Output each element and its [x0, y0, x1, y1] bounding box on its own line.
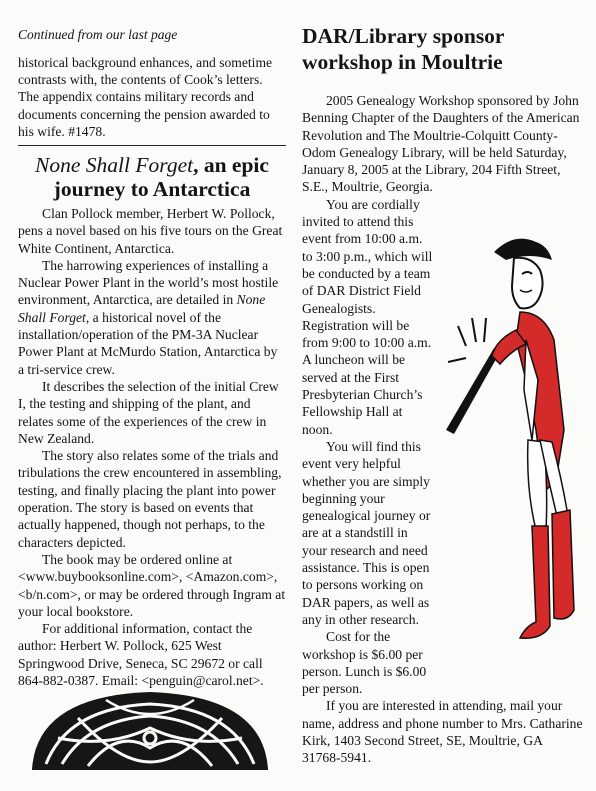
paragraph	[18, 205, 286, 257]
paragraph: 2005 Genealogy Workshop sponsored by John Benning Chapter of the Daughters of the American Revolution and The Moultrie-Colquitt County-Odom Genealogy Library, will be held Saturday, January 8, 2005 at the Library, 204 Fifth Street, S.E., Moultrie, Georgia.	[302, 93, 580, 195]
paragraph-text: For additional information, contact the author: Herbert W. Pollock, 625 West Springwood Drive, Seneca, SC 29672 or call 864-882-0387. Email: <penguin@carol.net>.	[18, 621, 264, 689]
paragraph-text: It describes the selection of the initial Crew I, the testing and shipping of the plant, and relates some of the experiences of the crew in New Zealand.	[18, 378, 279, 446]
paragraph	[18, 620, 286, 689]
paragraph: You are cordially invited to attend this event from 10:00 a.m. to 3:00 p.m., which will be conducted by a team of DAR District Field Genealogists. Registration will be from 9:00 to 10:00 a.m. A luncheon will be served at the First Presbyterian Church’s Fellowship Hall at noon.	[302, 196, 433, 437]
celtic-knot-icon	[28, 688, 272, 772]
paragraph	[18, 447, 286, 551]
article-title	[18, 154, 286, 201]
paragraph: You will find this event very helpful whether you are simply beginning your genealogical journey or are at a standstill in your research and need assistance. This is open to persons working on DAR papers, as well as any in other research.	[302, 438, 431, 627]
paragraph	[18, 551, 286, 620]
workshop-title: DAR/Library sponsor workshop in Moultrie	[302, 24, 505, 74]
article-body	[18, 205, 286, 689]
paragraph: If you are interested in attending, mail your name, address and phone number to Mrs. Catharine Kirk, 1403 Second Street, SE, Moultrie, GA 31768-5941.	[302, 698, 583, 766]
paragraph-text: , a historical novel of the installation/operation of the PM-3A Nuclear Power Plant at McMurdo Station, Antarctica by a tri-service crew.	[18, 309, 278, 377]
continued-text: historical background enhances, and sometime contrasts with, the contents of Cook’s letters. The appendix contains military records and documents concerning the pension awarded to his wife. #1478.	[18, 55, 273, 139]
section-divider	[18, 145, 286, 146]
paragraph	[18, 378, 286, 447]
colonial-soldier-icon	[436, 230, 580, 655]
title-rest: , an epic journey to Antarctica	[53, 153, 269, 201]
paragraph-text: The harrowing experiences of installing a Nuclear Power Plant in the world’s most hostile environment, Antarctica, are detailed in	[18, 257, 279, 308]
paragraph-text: The book may be ordered online at <www.buybooksonline.com>, <Amazon.com>, <b/n.com>, or may be ordered through Ingram at your local bookstore.	[18, 551, 286, 619]
paragraph-text: Clan Pollock member, Herbert W. Pollock, pens a novel based on his five tours on the Great White Continent, Antarctica.	[18, 206, 283, 256]
book-title-inline: None Shall Forget	[18, 292, 266, 325]
paragraph	[18, 257, 286, 378]
paragraph: Cost for the workshop is $6.00 per person. Lunch is $6.00 per person.	[302, 629, 427, 697]
book-title: None Shall Forget	[35, 153, 194, 177]
paragraph-text: The story also relates some of the trials and tribulations the crew encountered in assembling, testing, and finally placing the plant into power operation. The story is based on events that actually happened, though not perhaps, to the characters depicted.	[18, 448, 282, 550]
continued-label: Continued from our last page	[18, 27, 178, 42]
